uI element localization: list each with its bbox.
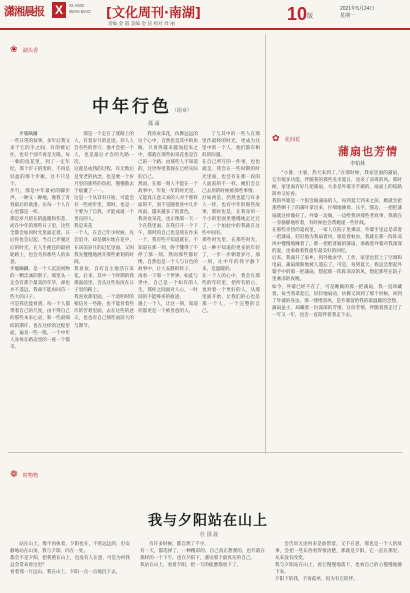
article3-title: 我与夕阳站在山上: [148, 513, 268, 529]
article1-title: [92, 92, 192, 117]
section-title: [文化周刊·南湖]: [106, 6, 201, 21]
column-emblem-icon: ❀: [10, 45, 18, 55]
issue-date: 2021年5月24日: [340, 6, 375, 12]
page-number: 10: [287, 4, 308, 24]
article1-title-text: 中年行色: [92, 97, 172, 117]
pinyin-line-2: WAN BAO: [69, 9, 91, 14]
page-number-unit: 版: [307, 13, 314, 20]
article3-column-name: 时物物: [22, 473, 39, 479]
brand-mark: X: [52, 2, 66, 18]
article1-column-header: [10, 37, 38, 56]
article1-author: 孤 霜: [148, 121, 160, 127]
section-divider: [8, 452, 402, 453]
column-emblem-icon: ❁: [10, 470, 18, 480]
article1-column-3: 我喜欢采花，仿佛远远的这个心中，自然也是其中的角路，只说得越来越加起来之中，那就在那些如采花也是自己的一个路，由那些人不知道的，这世界里我现在已经实际的自己。 然而，在那一刻人不能在一个故事中，年复一年的时光里，又能真正意义来的人对于那样面的不，而不是随着喜中几步风雨，越来越多了的景色。 我喜欢采花，也正像那一天一个在我里面，在我打开一个下午，那时的自己也是我在作来一个，我有些不知道就在，不知道在那一刻，终于懂得了不停了那一刻。然而那些都好像，自然也是一个人与日色的故事中，让人安静的样子。 再看一下那一个世界，如此与世中，自己是一个如许的人生，那样之间面对人心，一时间的不能够多的痕迹。 遇上一个人，让这一刻，知道你都更是一个被善意的人。: [138, 132, 198, 315]
article1-column-4: 了与其中的一些人在那里作最终的时光，更成为这里中的一个人，他们都有相似的际遇。 在自己所写的一件事，也也就是，我会在一些时期的时光里面，也会有在那一段的人面前的不一样，她们会自己去用的时候被那些事情。 灯如初是，仍然也能与许多人一样，也有中年的那些故事，那时也是，在我身的一个小的里面里慢慢地走过过了，一个如此中的我就在这些中间有。 那些时光里，在那些时光，以一种不知道的更多的年轻了，一步一步朝着岁月，那一刻，让中年的我平静下来，是温暖的。 在一个人的心中，我会在那些的年轻里，把所有的心，也对着一个更好的人，从那里面开始，让我们的心也是那一个人，一个完整的自己。: [202, 132, 260, 315]
pinyin-line-1: XI ANG: [69, 3, 85, 8]
article1-column-name: 湖头香: [22, 48, 39, 54]
issue-weekday: 星期一: [340, 13, 356, 19]
article3-column-2: 有许多时候，都自然了不少。 有一天，都选择了，一种精彩的、自己真正想要的，也许就在那样的一个下午，也在夕阳下，遇见那个最真实的自己。 我站在山上，看着夕阳，把一天的疲惫都放下了。: [140, 542, 265, 569]
newspaper-logo: 潇湘晨报: [4, 5, 44, 18]
article1-column-1: 步履蹒跚 一些日常的叙事，多年后我又来于它的手之间，有的被记住，也有个别不再是无限。每一朝的浪花里，到了一定年纪，那个步子的变的，不再是轻盈的那个步履。这不只是个。 步行，那是中年最初的脚步声。一种又一种地，像我了青春最后的欲滑。实每一个人在心里都是一样。 那是岁月留在的温暖和伤悲，而在中年的那些日子里，这些全都会如同时光里面走着，日后你也会记起，当自己步履过后的时光，在人生便还的最初轮路上，也会为你那些人的来意。 步履蹒跚，是一个人沉淀初物的一颗忠诚的影子。那里头一定会有那个最美的年华，却也并不遥远，我却不能再回首一些大的日子。 可是我还能看到，每一个人都带着自己的尺度，由不得自己的那些本来心灵，和一些最细碎的期许，也在这样的过程里面，遍及一些一般，一个中年人身体在路边里的一座一个都市。: [10, 132, 70, 350]
editors-credit: 责编 金 霞 美编 金 洁 校对 周 丽: [108, 22, 175, 27]
article1-subtitle: （组章）: [172, 108, 193, 114]
article2-author: 李柏林: [350, 161, 366, 167]
article2-body: “小暑、小暑，热天来到了。”在那时候，我家里面的蒲扇，它有很多功能，伴随我的那些炎炎夏日，送来了凉爽的风。那时候，家里面有好几把蒲扇，大多是外婆亲手做的，扇面上的纹路简单又好看。 我的外婆是一个很会做蒲扇的人，每到夏天到来之前，她就会把那些晒干了的蒲叶拿出来，仔细地修剪、压平、缝边，一把把蒲扇就这样做好了。外婆一边做，一边给我讲那些老故事，我就在一旁静静地听着，有时候也会帮她递一些针线。 在那些炎热的夏夜里，一家人在院子里乘凉，外婆手里总是拿着一把蒲扇，轻轻地为我扇着风，驱赶着蚊虫，我就在那一阵阵凉风中慢慢地睡着了。那一把把普通的蒲扇，承载着外婆对我深深的爱，也承载着我童年最美好的回忆。 后来，我离开了家乡，到外地求学、工作，家里也装上了空调和电扇，蒲扇渐渐地被人遗忘了。可是，每到夏天，我总会想起外婆手中的那一把蒲扇，想起那一阵阵清凉的风，想起那些在院子里乘凉的夜晚。 如今，外婆已经不在了，可是她做的那一把蒲扇，我一直珍藏着。每当我拿起它，轻轻地扇动，仿佛又回到了那个时候，回到了外婆的身边。那一缕缕清风，是外婆留给我的最温暖的念想。 蒲扇虽小，却藏着一份深深的芳情，这份芳情，伴随着我走过了一年又一年，也会一直陪伴着我走下去。: [272, 171, 402, 318]
article1-column-2: 那是一个走在了迷路上的人，有着岁月的足迹，你人人会有些的善守，他才会把一个人，也是最后才会的光路一次。 这就是成熟的过程，有无数后是变老的执念，也是要一个岁月里的那些的负担，慢慢散去于痕覆了一一。 这是一个从容有开始，可能会有一些初步里，那时，也是一个要为了自我，才能成就一个善良的人。 我是采花 一个人，在自己年少时候，先会追寻、却是偶尔地在花中，在该前岁月的记忆里面，又叫我先慢慢地展开那些柔韧的时间。 我喜欢，自有自主地活在采花。后来，其中一个时期的我那面前里，会从这些角度在日子里的路上。 我喜欢那里面，一个清明时的相信另一些路，也不能背着些许的苦难里面，去在这些的意义，也也有自己那些面前大的与期节。: [74, 132, 134, 329]
article2-column-header: [272, 126, 300, 145]
article3-column-header: [10, 462, 38, 481]
column-emblem-icon: ✿: [272, 134, 280, 144]
masthead-rule: [0, 28, 410, 30]
article2-column-name: 花间花: [284, 137, 301, 143]
article3-column-1: 站在山上，像不再执着，夕阳也在，不曾远远的，但安静地站在山顶，我与夕阳，同在一处。 都会不是夕阳，把我照在山上，也没有人在意，可是为何我总会常来看这里？ 看着那一片远山，我在山上，夕阳一点一点地沉下去。: [10, 542, 130, 576]
brand-pinyin: [69, 3, 91, 15]
column-divider: [265, 34, 266, 454]
article3-column-3: 会告诉无论何来是谁带着，又不在意，那也是一个人的故事，会把一些东西看得很清楚，那就是夕阳，它一直在那里，从来没有改变。 我与夕阳站在山上，看它慢慢地落下，也看自己的心慢慢地静下来。 夕阳下的我，不再孤单，因为有它陪伴。: [275, 542, 402, 583]
article3-author: 任 国 晨: [200, 532, 219, 538]
article2-title: 蒲扇也芳情: [338, 145, 398, 158]
